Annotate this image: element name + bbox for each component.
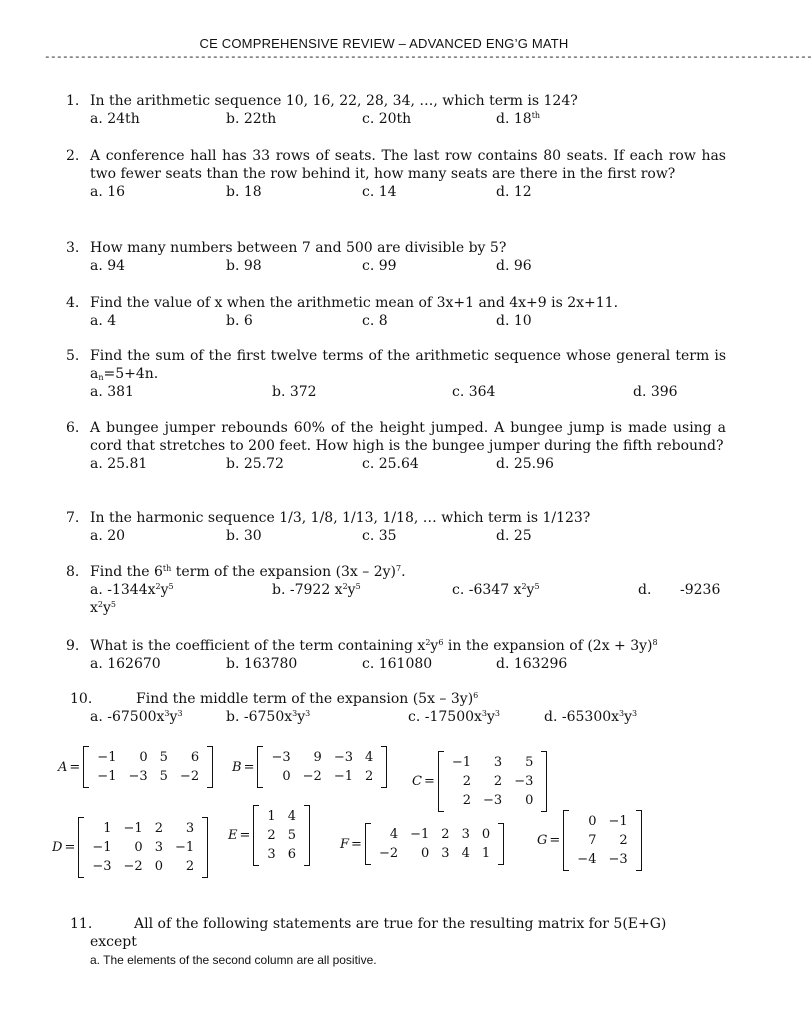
choice-d: d. 96 (496, 258, 532, 274)
question-number: 9. (66, 638, 80, 654)
matrix-f: F = 4 −1 2 3 0 −2 0 3 4 1 (340, 823, 504, 865)
matrix-cell: −1 (333, 769, 353, 784)
choice-d: d. 10 (496, 313, 532, 329)
matrix-row (571, 831, 633, 850)
question-1 (66, 92, 726, 128)
question-10 (70, 690, 730, 726)
matrix-cell: −3 (271, 750, 291, 765)
matrix-cell: 5 (159, 750, 168, 765)
matrix-row (261, 807, 302, 826)
matrix-row (91, 748, 205, 767)
choice-b: b. 163780 (226, 656, 298, 672)
question-number: 4. (66, 295, 80, 311)
choice-d-value: -9236 (680, 582, 721, 598)
choice-a: a. $-67500x^3y^3$ (90, 709, 183, 725)
matrix-cell: 5 (159, 769, 168, 784)
matrix-cell: 4 (389, 827, 399, 842)
question-text: A bungee jumper rebounds 60% of the height jumped. A bungee jump is made using a cord that stretches to 200 feet. How high is the bungee jumper during the fifth rebound? (90, 420, 726, 454)
question-number: 11. (70, 916, 93, 932)
choice-c: c. 14 (362, 184, 397, 200)
choice-d-wrap: $x^2y^5$ (90, 600, 117, 616)
choice-a: a. The elements of the second column are all positive. (90, 953, 377, 967)
choice-b: b. 6 (226, 313, 253, 329)
question-text: Find the 6th term of the expansion (3x – 2y)$^7$. (90, 564, 406, 580)
matrix-row (265, 748, 379, 767)
matrix-cell: −2 (123, 859, 143, 874)
matrix-label: C (412, 774, 422, 789)
question-text: In the harmonic sequence 1/3, 1/8, 1/13, 1/18, … which term is 1/123? (90, 510, 591, 526)
choice-a: a. 20 (90, 528, 126, 544)
question-number: 6. (66, 420, 80, 436)
question-text: Find the value of x when the arithmetic mean of 3x+1 and 4x+9 is 2x+11. (90, 295, 619, 311)
question-2 (66, 147, 726, 201)
question-4 (66, 294, 726, 330)
choice-d: d. 25.96 (496, 456, 554, 472)
matrix-cell: −1 (97, 769, 117, 784)
matrix-cell: 4 (461, 846, 470, 861)
matrix-a: A = −1 0 5 6 −1 −3 5 −2 (58, 746, 213, 788)
matrix-cell: 7 (588, 833, 597, 848)
matrix-row (86, 838, 200, 857)
question-7 (66, 509, 726, 545)
question-3 (66, 239, 726, 275)
matrix-label: G (537, 833, 548, 848)
choice-b: b. 98 (226, 258, 262, 274)
matrix-cell: 2 (619, 833, 628, 848)
matrix-cell: −3 (608, 852, 628, 867)
matrix-cell: −3 (333, 750, 353, 765)
matrix-cell: 0 (588, 814, 597, 829)
matrix-cell: −3 (483, 793, 503, 808)
choice-a: a. 94 (90, 258, 126, 274)
question-number: 2. (66, 148, 80, 164)
choice-d: d. 18th (496, 111, 541, 127)
matrix-cell: 5 (525, 755, 534, 770)
matrix-cell: 0 (134, 840, 143, 855)
question-text: What is the coefficient of the term containing $x^2y^6$ in the expansion of $(2x + 3y)^8$ (90, 638, 658, 654)
matrix-cell: 0 (481, 827, 491, 842)
choice-a: a. 16 (90, 184, 126, 200)
matrix-label: F (340, 836, 350, 852)
page-header: CE COMPREHENSIVE REVIEW – ADVANCED ENG’G MATH (199, 36, 569, 51)
matrix-d: D = 1 −1 2 3 −1 0 3 −1 −3 −2 0 2 (52, 817, 208, 878)
matrix-cell: −4 (577, 852, 597, 867)
choice-c: c. 8 (362, 313, 388, 329)
question-text: In the arithmetic sequence 10, 16, 22, 28, 34, …, which term is 124? (90, 93, 578, 109)
matrix-cell: −2 (302, 769, 322, 784)
matrix-cell: 5 (287, 828, 296, 843)
choice-b: b. -7922 $x^2y^5$ (272, 582, 361, 598)
question-text: A conference hall has 33 rows of seats. The last row contains 80 seats. If each row has two fewer seats than the row behind it, how many seats are there in the first row? (90, 148, 726, 182)
question-number: 7. (66, 510, 80, 526)
matrix-row (571, 812, 633, 831)
matrix-cell: −1 (97, 750, 117, 765)
question-number: 5. (66, 348, 80, 364)
matrix-cell: 1 (267, 809, 276, 824)
matrix-row (571, 850, 633, 869)
matrix-g: G = 0 −1 7 2 −4 −3 (537, 810, 642, 871)
choice-c: c. 99 (362, 258, 397, 274)
question-6 (66, 419, 726, 473)
matrix-label: A (58, 759, 68, 775)
question-11 (70, 915, 726, 951)
matrix-cell: −3 (128, 769, 148, 784)
matrix-cell: 2 (462, 793, 472, 808)
choice-b: b. 372 (272, 384, 317, 400)
choice-c: c. 20th (362, 111, 412, 127)
matrix-cell: −2 (179, 769, 200, 784)
choice-a: a. 24th (90, 111, 140, 127)
matrix-cell: −3 (514, 774, 534, 789)
choice-c: c. $-17500x^3y^3$ (408, 709, 501, 725)
matrix-cell: 1 (481, 846, 491, 861)
question-number: 1. (66, 93, 80, 109)
choice-b: b. 30 (226, 528, 262, 544)
choice-b: b. 18 (226, 184, 262, 200)
matrix-cell: 6 (287, 847, 296, 862)
matrix-b: B = −3 9 −3 4 0 −2 −1 2 (232, 746, 387, 788)
matrix-label: D (52, 840, 63, 855)
matrix-cell: 2 (267, 828, 276, 843)
question-text: How many numbers between 7 and 500 are divisible by 5? (90, 240, 507, 256)
matrix-cell: 0 (139, 750, 148, 765)
matrix-cell: −1 (92, 840, 112, 855)
matrix-e: E = 1 4 2 5 3 6 (228, 805, 310, 866)
choice-a: a. 381 (90, 384, 134, 400)
choice-b: b. $-6750x^3y^3$ (226, 709, 311, 725)
matrix-cell: 3 (185, 821, 195, 836)
choice-c: c. 35 (362, 528, 397, 544)
choice-c: c. -6347 $x^2y^5$ (452, 582, 540, 598)
choice-c: c. 25.64 (362, 456, 419, 472)
question-text: Find the middle term of the expansion (5x – 3y)$^6$ (136, 691, 479, 707)
question-text: All of the following statements are true for the resulting matrix for 5(E+G) (134, 916, 667, 932)
matrix-label: B (232, 759, 242, 775)
matrix-cell: 2 (185, 859, 195, 874)
matrix-label: E (228, 828, 238, 843)
matrix-cell: 0 (282, 769, 291, 784)
matrix-cell: −1 (608, 814, 628, 829)
matrix-cell: −1 (174, 840, 195, 855)
matrix-cell: 3 (267, 847, 276, 862)
choice-d: d. $-65300x^3y^3$ (544, 709, 638, 725)
choice-a: a. $-1344x^2y^5$ (90, 582, 174, 598)
choice-d: d. 25 (496, 528, 532, 544)
matrix-cell: 1 (103, 821, 112, 836)
matrix-cell: 9 (313, 750, 322, 765)
matrix-row (373, 844, 496, 863)
choice-b: b. 22th (226, 111, 277, 127)
matrix-cell: 2 (154, 821, 163, 836)
matrix-cell: −1 (123, 821, 143, 836)
matrix-cell: 2 (462, 774, 472, 789)
question-text-wrap: except (90, 934, 137, 950)
matrix-cell: 2 (364, 769, 374, 784)
matrix-cell: −3 (92, 859, 112, 874)
matrix-c: C = −1 3 5 2 2 −3 2 −3 0 (412, 751, 547, 812)
choice-d: d. (638, 582, 652, 598)
choice-a: a. 162670 (90, 656, 161, 672)
question-text: Find the sum of the first twelve terms of the arithmetic sequence whose general term is $a_n=5+4n$. (90, 348, 726, 382)
matrix-cell: −1 (410, 827, 430, 842)
matrix-row (373, 825, 496, 844)
matrix-row (261, 826, 302, 845)
choice-d: d. 12 (496, 184, 532, 200)
choice-d: d. 163296 (496, 656, 568, 672)
header-divider: -------------------------------------------------------------------------------------------------------------------------------- (44, 52, 812, 64)
matrix-row (446, 791, 540, 810)
choice-c: c. 364 (452, 384, 496, 400)
choice-a: a. 25.81 (90, 456, 148, 472)
matrix-cell: 4 (364, 750, 374, 765)
matrix-cell: 2 (493, 774, 503, 789)
matrix-row (446, 753, 540, 772)
matrix-cell: 3 (154, 840, 163, 855)
matrix-row (91, 767, 205, 786)
question-number: 8. (66, 564, 80, 580)
question-5 (66, 347, 726, 401)
matrix-cell: 3 (493, 755, 503, 770)
matrix-cell: 0 (421, 846, 430, 861)
choice-c: c. 161080 (362, 656, 433, 672)
matrix-cell: −1 (451, 755, 472, 770)
choice-a: a. 4 (90, 313, 117, 329)
choice-b: b. 25.72 (226, 456, 284, 472)
question-8 (66, 563, 726, 617)
matrix-cell: 6 (190, 750, 200, 765)
matrix-row (261, 845, 302, 864)
matrix-cell: 3 (461, 827, 470, 842)
matrix-row (265, 767, 379, 786)
matrix-row (86, 857, 200, 876)
matrix-cell: 0 (154, 859, 163, 874)
matrix-cell: 0 (525, 793, 534, 808)
question-9 (66, 637, 726, 673)
question-number: 3. (66, 240, 80, 256)
matrix-cell: −2 (378, 846, 399, 861)
question-number: 10. (70, 691, 93, 707)
choice-d: d. 396 (633, 384, 678, 400)
matrix-row (86, 819, 200, 838)
matrix-cell: 2 (441, 827, 450, 842)
matrix-cell: 3 (441, 846, 450, 861)
matrix-cell: 4 (287, 809, 296, 824)
matrix-row (446, 772, 540, 791)
